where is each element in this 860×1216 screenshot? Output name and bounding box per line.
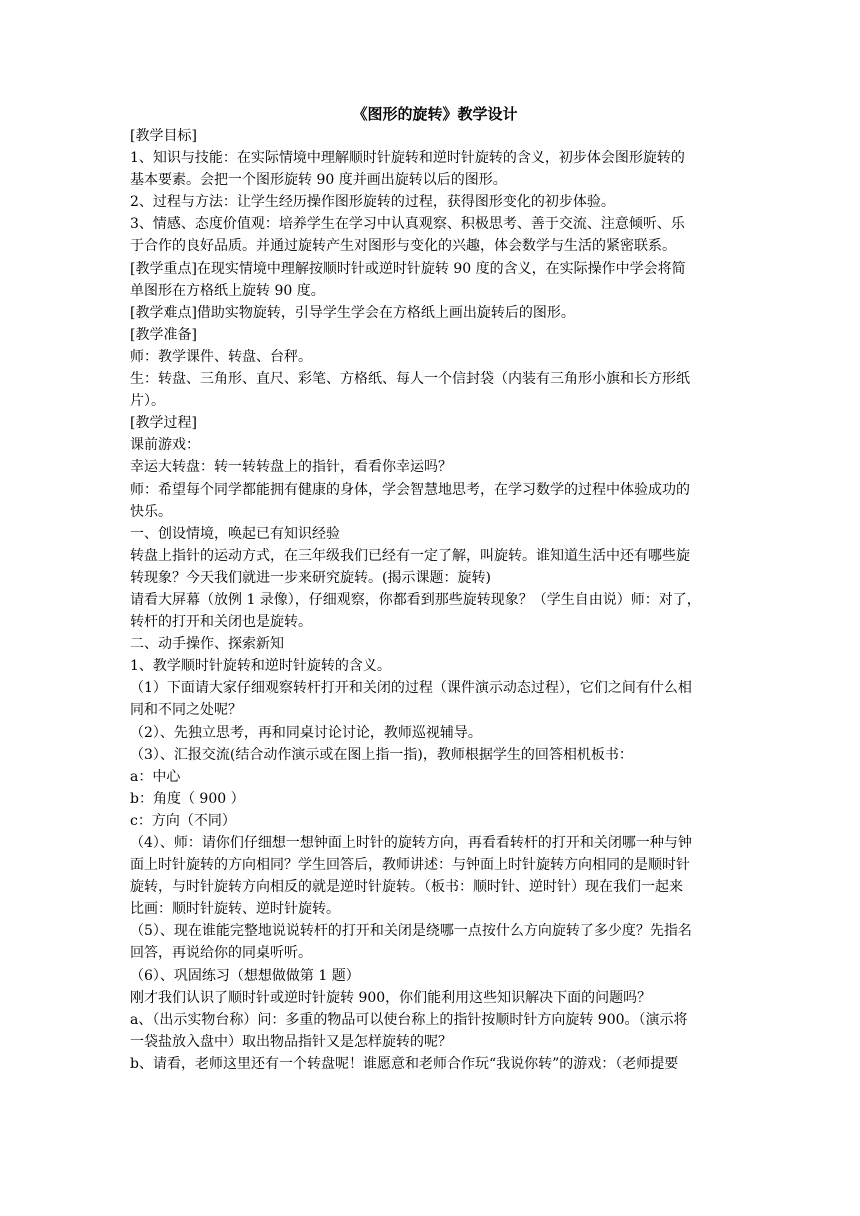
text-line: （1）下面请大家仔细观察转杆打开和关闭的过程（课件演示动态过程），它们之间有什么相 — [130, 680, 692, 697]
text-line: 1、教学顺时针旋转和逆时针旋转的含义。 — [130, 658, 391, 675]
text-line: 面上时针旋转的方向相同？学生回答后，教师讲述：与钟面上时针旋转方向相同的是顺时针 — [130, 857, 690, 874]
text-line: 同和不同之处呢？ — [130, 702, 242, 719]
text-line: 快乐。 — [130, 503, 172, 520]
text-line: 于合作的良好品质。并通过旋转产生对图形与变化的兴趣，体会数学与生活的紧密联系。 — [130, 238, 676, 255]
text-line: 一、创设情境，唤起已有知识经验 — [130, 525, 340, 542]
text-line: 旋转，与时针旋转方向相反的就是逆时针旋转。（板书：顺时针、逆时针）现在我们一起来 — [130, 879, 683, 896]
text-line: 单图形在方格纸上旋转 90 度。 — [130, 282, 325, 299]
text-line: 转盘上指针的运动方式，在三年级我们已经有一定了解，叫旋转。谁知道生活中还有哪些旋 — [130, 547, 690, 564]
text-line: 1、知识与技能：在实际情境中理解顺时针旋转和逆时针旋转的含义，初步体会图形旋转的 — [130, 150, 685, 167]
text-line: 师：希望每个同学都能拥有健康的身体，学会智慧地思考，在学习数学的过程中体验成功的 — [130, 481, 690, 498]
text-line: 基本要素。会把一个图形旋转 90 度并画出旋转以后的图形。 — [130, 172, 507, 189]
text-line: a、（出示实物台称）问：多重的物品可以使台称上的指针按顺时针方向旋转 900。（演示将 — [130, 1011, 688, 1028]
text-line: b：角度（ 900 ） — [130, 790, 245, 807]
text-line: 课前游戏： — [130, 437, 200, 454]
text-line: [教学重点]在现实情境中理解按顺时针或逆时针旋转 90 度的含义，在实际操作中学会将简 — [130, 260, 686, 277]
text-line: 比画：顺时针旋转、逆时针旋转。 — [130, 901, 340, 918]
text-line: 刚才我们认识了顺时针或逆时针旋转 900，你们能利用这些知识解决下面的问题吗？ — [130, 989, 652, 1006]
document-title: 《图形的旋转》教学设计 — [352, 105, 518, 123]
text-line: 一袋盐放入盘中）取出物品指针又是怎样旋转的呢？ — [130, 1033, 452, 1050]
text-line: a：中心 — [130, 768, 181, 785]
text-line: [教学难点]借助实物旋转，引导学生学会在方格纸上画出旋转后的图形。 — [130, 304, 575, 321]
text-line: c：方向（不同） — [130, 812, 236, 829]
text-line: （3）、汇报交流(结合动作演示或在图上指一指)，教师根据学生的回答相机板书： — [130, 746, 633, 763]
text-line: 幸运大转盘：转一转转盘上的指针，看看你幸运吗？ — [130, 459, 452, 476]
text-line: 3、情感、态度价值观：培养学生在学习中认真观察、积极思考、善于交流、注意倾听、乐 — [130, 216, 685, 233]
text-line: [教学过程] — [130, 415, 197, 432]
document-body — [130, 125, 740, 1075]
text-line: 师：教学课件、转盘、台秤。 — [130, 348, 312, 365]
text-line: 转现象？今天我们就进一步来研究旋转。(揭示课题：旋转) — [130, 569, 491, 586]
text-line: [教学目标] — [130, 128, 197, 144]
text-line: （6）、巩固练习（想想做做第 1 题） — [130, 967, 360, 984]
text-line: 请看大屏幕（放例 1 录像），仔细观察，你都看到那些旋转现象？（学生自由说）师：对了， — [130, 591, 701, 608]
text-line: 片）。 — [130, 393, 165, 410]
text-line: 回答，再说给你的同桌听听。 — [130, 945, 312, 962]
text-line: （4）、师：请你们仔细想一想钟面上时针的旋转方向，再看看转杆的打开和关闭哪一种与钟 — [130, 835, 692, 851]
text-line: b、请看，老师这里还有一个转盘呢！谁愿意和老师合作玩“我说你转”的游戏：（老师提要 — [130, 1055, 679, 1072]
text-line: （2）、先独立思考，再和同桌讨论讨论，教师巡视辅导。 — [130, 724, 482, 741]
text-line: 转杆的打开和关闭也是旋转。 — [130, 614, 312, 631]
text-line: [教学准备] — [130, 326, 197, 343]
text-line: 生：转盘、三角形、直尺、彩笔、方格纸、每人一个信封袋（内装有三角形小旗和长方形纸 — [130, 371, 690, 388]
text-line: 2、过程与方法：让学生经历操作图形旋转的过程，获得图形变化的初步体验。 — [130, 194, 615, 211]
text-line: （5）、现在谁能完整地说说转杆的打开和关闭是绕哪一点按什么方向旋转了多少度？先指名 — [130, 923, 692, 940]
text-line: 二、动手操作、探索新知 — [130, 636, 284, 653]
